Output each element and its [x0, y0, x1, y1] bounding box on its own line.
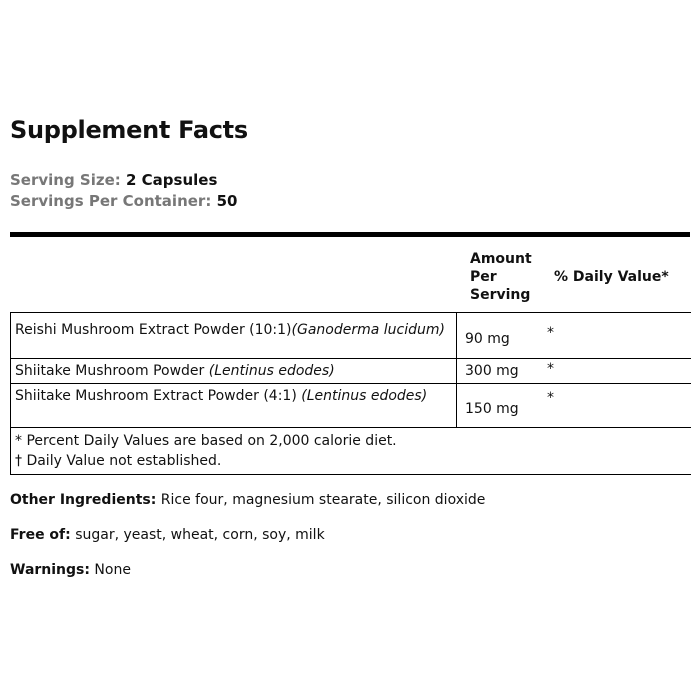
table-row — [11, 358, 691, 383]
free-of-label: Free of: — [10, 527, 71, 543]
amount-header-line1: Amount — [470, 251, 532, 267]
daily-value-header: % Daily Value* — [554, 269, 669, 285]
ingredient-daily-value: * — [547, 361, 554, 377]
table-row — [11, 383, 691, 427]
ingredient-name: Reishi Mushroom Extract Powder (10:1)(Ganoderma lucidum) — [15, 322, 445, 338]
ingredient-amount: 150 mg — [465, 400, 519, 417]
other-ingredients-value: Rice four, magnesium stearate, silicon dioxide — [156, 492, 486, 508]
column-divider — [456, 384, 457, 427]
footnote-row — [11, 427, 691, 474]
ingredient-amount: 300 mg — [465, 363, 519, 379]
ingredient-daily-value: * — [547, 325, 554, 341]
warnings-label: Warnings: — [10, 562, 90, 578]
free-of — [10, 527, 325, 543]
serving-size-value: 2 Capsules — [126, 171, 218, 189]
amount-per-serving-header — [470, 250, 548, 304]
warnings — [10, 562, 131, 578]
page-title: Supplement Facts — [10, 116, 248, 144]
servings-per-container — [10, 192, 237, 210]
ingredient-name: Shiitake Mushroom Extract Powder (4:1) (Lentinus edodes) — [15, 388, 428, 404]
amount-header-line2: Per — [470, 269, 497, 285]
other-ingredients-label: Other Ingredients: — [10, 492, 157, 508]
other-ingredients — [10, 492, 485, 508]
column-divider — [456, 359, 457, 383]
serving-size-label: Serving Size: — [10, 171, 121, 189]
footnote-dagger: † Daily Value not established. — [15, 453, 222, 469]
free-of-value: sugar, yeast, wheat, corn, soy, milk — [70, 527, 325, 543]
ingredient-name: Shiitake Mushroom Powder (Lentinus edodes) — [15, 363, 335, 379]
ingredient-amount: 90 mg — [465, 330, 510, 347]
amount-header-line3: Serving — [470, 287, 531, 303]
servings-per-container-label: Servings Per Container: — [10, 192, 212, 210]
servings-per-container-value: 50 — [216, 192, 238, 210]
header-divider — [10, 232, 690, 237]
warnings-value: None — [89, 562, 131, 578]
facts-table — [10, 312, 691, 475]
ingredient-daily-value: * — [547, 390, 554, 406]
serving-size — [10, 171, 217, 189]
table-row — [11, 313, 691, 358]
footnote-percent: * Percent Daily Values are based on 2,000 calorie diet. — [15, 433, 397, 449]
column-divider — [456, 313, 457, 358]
